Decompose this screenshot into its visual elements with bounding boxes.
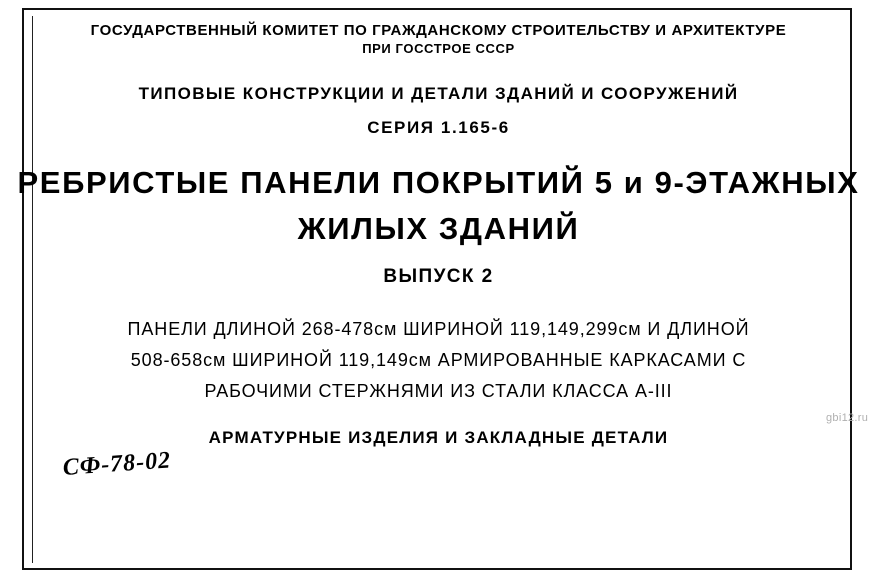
handwritten-archive-code: СФ-78-02 [62,447,172,481]
watermark: gbi12.ru [826,412,869,424]
main-title-line-1: РЕБРИСТЫЕ ПАНЕЛИ ПОКРЫТИЙ 5 и 9-ЭТАЖНЫХ [17,165,860,200]
header-line-2: ПРИ ГОССТРОЕ СССР [362,41,515,56]
main-title-line-2: ЖИЛЫХ ЗДАНИЙ [297,211,580,246]
series-code: СЕРИЯ 1.165-6 [367,118,510,137]
document-subtitle: АРМАТУРНЫЕ ИЗДЕЛИЯ И ЗАКЛАДНЫЕ ДЕТАЛИ [208,428,669,447]
header-line-1: ГОСУДАРСТВЕННЫЙ КОМИТЕТ ПО ГРАЖДАНСКОМУ СТРОИТЕЛЬСТВУ И АРХИТЕКТУРЕ [90,22,787,39]
description-line-2: 508-658см ШИРИНОЙ 119,149см АРМИРОВАННЫЕ КАРКАСАМИ С [130,350,747,370]
description-line-3: РАБОЧИМИ СТЕРЖНЯМИ ИЗ СТАЛИ КЛАССА А-III [204,381,673,401]
series-title: ТИПОВЫЕ КОНСТРУКЦИИ И ДЕТАЛИ ЗДАНИЙ И СООРУЖЕНИЙ [138,84,739,103]
issue-number: ВЫПУСК 2 [383,266,494,287]
description-line-1: ПАНЕЛИ ДЛИНОЙ 268-478см ШИРИНОЙ 119,149,299см И ДЛИНОЙ [127,319,750,339]
